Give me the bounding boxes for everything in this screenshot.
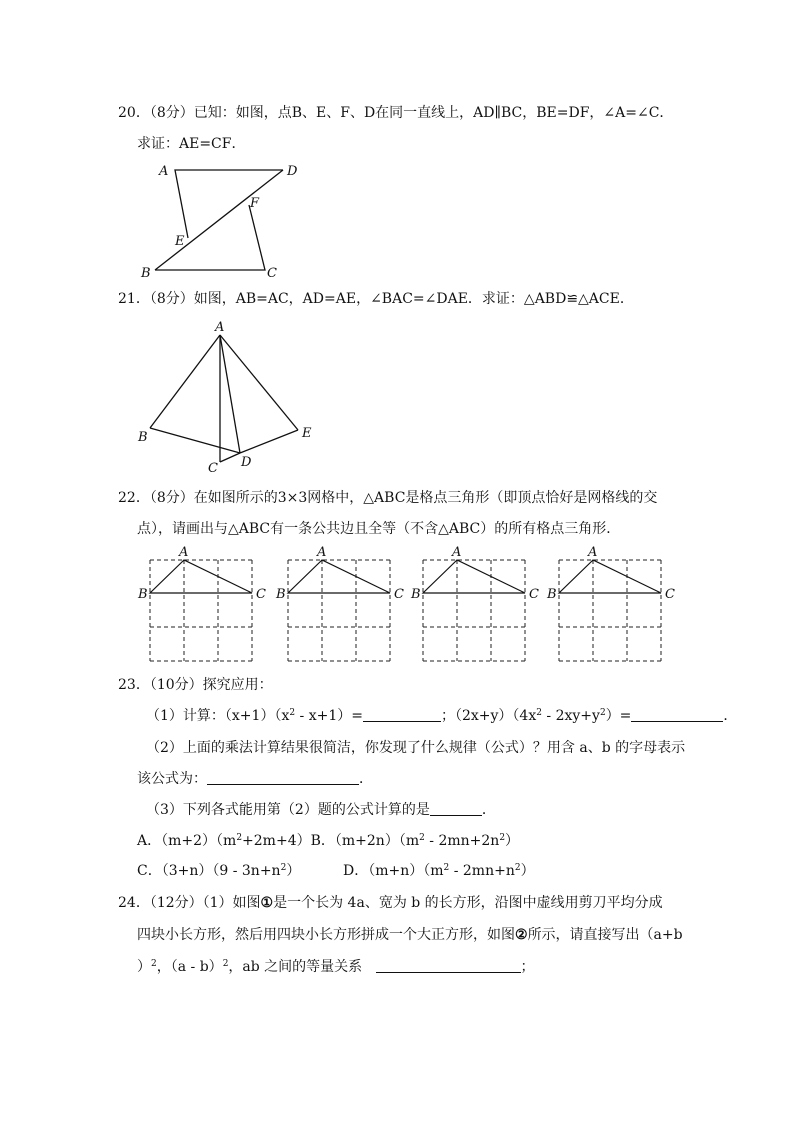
q24-figure-ref-2: ② xyxy=(515,927,528,943)
q22-grid-2 xyxy=(276,545,404,664)
q22-grid-1 xyxy=(138,545,266,664)
q22-label-b-2: B xyxy=(276,587,286,602)
q22-triangle-abc-2 xyxy=(288,560,390,593)
q22-label-a-4: A xyxy=(588,545,598,560)
q23-option-c: C．$(3+n)(9 - 3n+n^2)$ xyxy=(137,863,301,879)
q23-blank-3[interactable] xyxy=(207,770,359,785)
q21-segment-cd xyxy=(220,453,240,462)
q23-part3: （3）下列各式能用第（2）题的公式计算的是 ． xyxy=(146,802,496,818)
q22-label-c-1: C xyxy=(256,587,266,602)
q24-line3: ）$^2$，（a - b）$^2$，ab 之间的等量关系 ； xyxy=(137,959,535,975)
q22-label-b-4: B xyxy=(547,587,557,602)
q22-label-a-3: A xyxy=(452,545,462,560)
q21-label-d: D xyxy=(241,455,252,470)
q20-label-e: E xyxy=(175,234,185,249)
q21-label-a: A xyxy=(215,320,225,335)
q22-triangle-abc-4 xyxy=(559,560,661,593)
q23-title: 23．（10分）探究应用： xyxy=(118,677,273,693)
q22-triangle-abc-1 xyxy=(150,560,252,593)
q22-text-line1: 22．（8分）在如图所示的3×3网格中，△ABC是格点三角形（即顶点恰好是网格线的交 xyxy=(118,490,658,506)
q24-line2: 四块小长方形，然后用四块小长方形拼成一个大正方形，如图②所示，请直接写出（a+b xyxy=(137,927,683,943)
q22-label-c-2: C xyxy=(394,587,404,602)
q21-segment-ae xyxy=(220,335,298,430)
q21-text-line1: 21．（8分）如图，AB=AC，AD=AE，∠BAC=∠DAE．求证：△ABD≌△ACE． xyxy=(118,291,634,307)
q20-text-line1: 20．（8分）已知：如图，点B、E、F、D在同一直线上，AD∥BC，BE=DF，∠A=∠C． xyxy=(118,105,674,121)
q22-label-c-3: C xyxy=(529,587,539,602)
q21-figure xyxy=(0,0,794,480)
q23-options-ab: A．$(m+2)(m^2+2m+4)B$．$(m+2n)(m^2 - 2mn+2n^2)$ xyxy=(137,833,520,849)
q21-label-e: E xyxy=(302,426,312,441)
q23-part2-line1: （2）上面的乘法计算结果很简洁，你发现了什么规律（公式）？用含 a、b 的字母表示 xyxy=(146,740,686,756)
q20-label-b: B xyxy=(141,266,151,281)
q22-label-c-4: C xyxy=(665,587,675,602)
q22-triangle-abc-3 xyxy=(423,560,525,593)
q22-grid-3 xyxy=(411,545,539,664)
q23-option-d: D．$(m+n)(m^2 - 2mn+n^2)$ xyxy=(343,863,535,879)
q22-label-b-1: B xyxy=(138,587,148,602)
q24-figure-ref-1: ① xyxy=(260,895,274,911)
q21-segment-ad xyxy=(220,335,240,453)
q20-text-line2: 求证：AE=CF． xyxy=(137,136,246,152)
q22-label-a-1: A xyxy=(179,545,189,560)
q24-blank-1[interactable] xyxy=(376,958,521,973)
q23-blank-4[interactable] xyxy=(430,801,482,816)
q22-text-line2: 点），请画出与△ABC有一条公共边且全等（不含△ABC）的所有格点三角形． xyxy=(137,521,621,537)
q23-part2-line2: 该公式为： ． xyxy=(137,771,373,787)
q21-segment-bd xyxy=(150,428,240,453)
q22-label-b-3: B xyxy=(411,587,421,602)
q20-label-c: C xyxy=(267,266,277,281)
q23-blank-2[interactable] xyxy=(631,707,723,722)
q22-grid-4 xyxy=(547,545,675,664)
q23-blank-1[interactable] xyxy=(363,707,441,722)
q21-label-b: B xyxy=(138,430,148,445)
q22-label-a-2: A xyxy=(317,545,327,560)
q20-label-d: D xyxy=(287,164,298,179)
q24-line1: 24．（12分）（1）如图①是一个长为 4a、宽为 b 的长方形，沿图中虚线用剪刀平均分成 xyxy=(118,895,663,911)
q21-segment-ab xyxy=(150,335,220,428)
q23-part1: （1）计算：$(x+1)(x^2 - x+1)=$ ；$(2x+y)(4x^2 - 2xy+y^2)=$ ． xyxy=(146,708,738,724)
q21-segment-de xyxy=(240,430,298,453)
q21-label-c: C xyxy=(208,461,218,476)
q20-label-a: A xyxy=(159,164,169,179)
q20-label-f: F xyxy=(250,196,260,211)
